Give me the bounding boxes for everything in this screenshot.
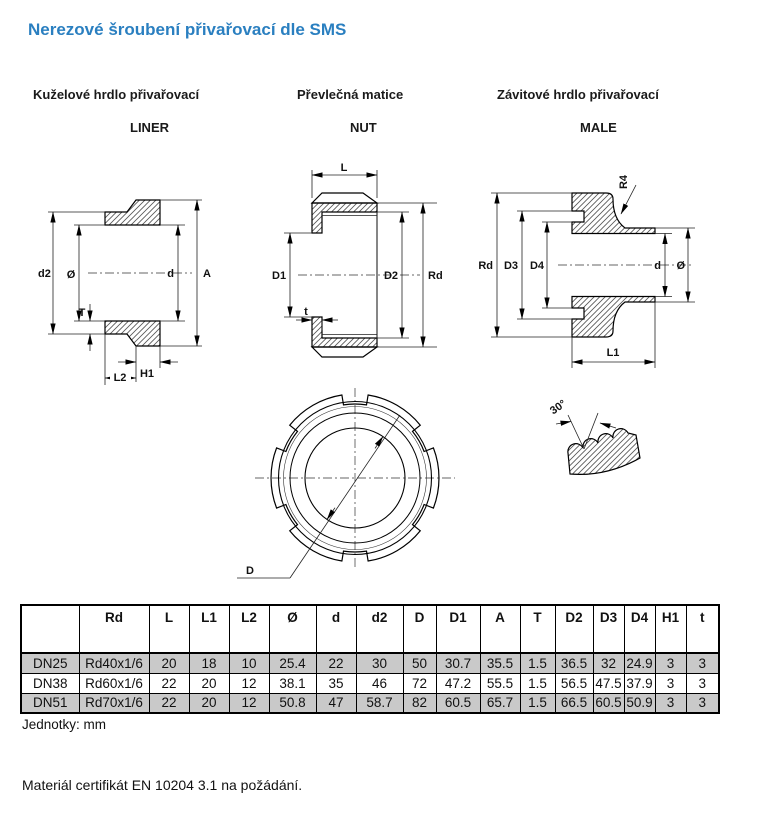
dimensions-table-wrap [20, 604, 720, 714]
dim-label-dia: Ø [66, 269, 76, 281]
col-header: D [403, 605, 436, 653]
value-cell: Rd70x1/6 [79, 693, 149, 713]
value-cell: 12 [229, 673, 269, 693]
col-header: d2 [356, 605, 403, 653]
value-cell: 50 [403, 653, 436, 673]
value-cell: 1.5 [520, 653, 555, 673]
dim-label-L2: L2 [113, 372, 127, 384]
value-cell: 1.5 [520, 673, 555, 693]
col-header: L2 [229, 605, 269, 653]
thread-profile-section [568, 429, 640, 475]
dim-label-d: d [167, 268, 174, 280]
liner-extension-lines [48, 200, 202, 385]
row-name-cell: DN25 [21, 653, 79, 673]
nut-drawing [270, 158, 465, 388]
nut-front-view [225, 378, 475, 603]
nut-caption: Převlečná matice [297, 87, 404, 102]
value-cell: 18 [189, 653, 229, 673]
value-cell: 30 [356, 653, 403, 673]
value-cell: 3 [686, 673, 719, 693]
col-header: D2 [555, 605, 593, 653]
value-cell: 60.5 [593, 693, 624, 713]
liner-code: LINER [130, 120, 169, 135]
value-cell: 22 [149, 693, 189, 713]
value-cell: 3 [686, 693, 719, 713]
value-cell: 22 [149, 673, 189, 693]
thread-angle-label: 30° [548, 397, 569, 418]
table-header-row [21, 605, 719, 653]
value-cell: 22 [316, 653, 356, 673]
value-cell: 3 [655, 673, 686, 693]
thread-profile-detail [520, 378, 695, 493]
page-title: Nerezové šroubení přivařovací dle SMS [28, 20, 347, 39]
liner-caption: Kuželové hrdlo přivařovací [33, 87, 200, 102]
col-header: D1 [436, 605, 480, 653]
dim-label-D1: D1 [272, 270, 287, 282]
value-cell: 58.7 [356, 693, 403, 713]
value-cell: 10 [229, 653, 269, 673]
value-cell: 50.8 [269, 693, 316, 713]
value-cell: 47 [316, 693, 356, 713]
value-cell: 55.5 [480, 673, 520, 693]
col-header: L [149, 605, 189, 653]
dim-label-T: T [78, 307, 86, 319]
liner-upper-section [105, 200, 160, 225]
dim-label-D3: D3 [503, 260, 518, 272]
value-cell: 47.2 [436, 673, 480, 693]
table-row [21, 693, 719, 713]
value-cell: 65.7 [480, 693, 520, 713]
col-header: D3 [593, 605, 624, 653]
value-cell: 24.9 [624, 653, 655, 673]
value-cell: 3 [655, 693, 686, 713]
col-header: D4 [624, 605, 655, 653]
value-cell: 30.7 [436, 653, 480, 673]
table-row [21, 653, 719, 673]
value-cell: 3 [655, 653, 686, 673]
value-cell: 12 [229, 693, 269, 713]
row-name-cell: DN51 [21, 693, 79, 713]
dimensions-table [20, 604, 720, 714]
value-cell: 20 [189, 693, 229, 713]
col-header: L1 [189, 605, 229, 653]
value-cell: 32 [593, 653, 624, 673]
value-cell: 50.9 [624, 693, 655, 713]
value-cell: 37.9 [624, 673, 655, 693]
dim-label-L: L [340, 162, 348, 174]
liner-drawing [30, 150, 225, 395]
dim-label-d: d [654, 260, 661, 272]
male-lower-section [572, 297, 655, 338]
value-cell: 35 [316, 673, 356, 693]
value-cell: 20 [189, 673, 229, 693]
nut-code: NUT [350, 120, 377, 135]
dim-label-Rd: Rd [428, 270, 443, 282]
col-header: H1 [655, 605, 686, 653]
certificate-note: Materiál certifikát EN 10204 3.1 na požádání. [22, 777, 303, 793]
dim-label-Rd: Rd [478, 260, 493, 272]
value-cell: 35.5 [480, 653, 520, 673]
value-cell: Rd60x1/6 [79, 673, 149, 693]
dim-label-D: D [246, 565, 254, 577]
col-header: d [316, 605, 356, 653]
value-cell: 25.4 [269, 653, 316, 673]
value-cell: 47.5 [593, 673, 624, 693]
liner-lower-section [105, 321, 160, 346]
dim-label-D2: D2 [383, 270, 398, 282]
value-cell: 72 [403, 673, 436, 693]
value-cell: 1.5 [520, 693, 555, 713]
dim-label-d2: d2 [38, 268, 51, 280]
male-caption: Závitové hrdlo přivařovací [497, 87, 659, 102]
value-cell: 46 [356, 673, 403, 693]
dim-label-L1: L1 [606, 347, 620, 359]
nut-top-chamfer [312, 193, 377, 203]
nut-bottom-chamfer [312, 347, 377, 357]
col-header: T [520, 605, 555, 653]
table-row [21, 673, 719, 693]
value-cell: 20 [149, 653, 189, 673]
value-cell: 60.5 [436, 693, 480, 713]
dim-label-D4: D4 [529, 260, 544, 272]
male-upper-section [572, 193, 655, 234]
value-cell: 3 [686, 653, 719, 673]
value-cell: 38.1 [269, 673, 316, 693]
col-header: Rd [79, 605, 149, 653]
dim-label-R4: R4 [618, 174, 630, 190]
corner-cell [21, 605, 79, 653]
col-header: Ø [269, 605, 316, 653]
male-code: MALE [580, 120, 617, 135]
value-cell: 56.5 [555, 673, 593, 693]
liner-dimension-lines [53, 200, 197, 378]
value-cell: 66.5 [555, 693, 593, 713]
row-name-cell: DN38 [21, 673, 79, 693]
nut-upper-section [312, 203, 377, 233]
units-note: Jednotky: mm [22, 717, 107, 732]
value-cell: 36.5 [555, 653, 593, 673]
dim-label-A: A [203, 268, 211, 280]
col-header: t [686, 605, 719, 653]
dim-label-dia: Ø [676, 260, 685, 272]
dim-label-H1: H1 [139, 368, 155, 380]
col-header: A [480, 605, 520, 653]
value-cell: Rd40x1/6 [79, 653, 149, 673]
dim-label-t: t [304, 306, 308, 318]
male-drawing [475, 152, 763, 397]
value-cell: 82 [403, 693, 436, 713]
